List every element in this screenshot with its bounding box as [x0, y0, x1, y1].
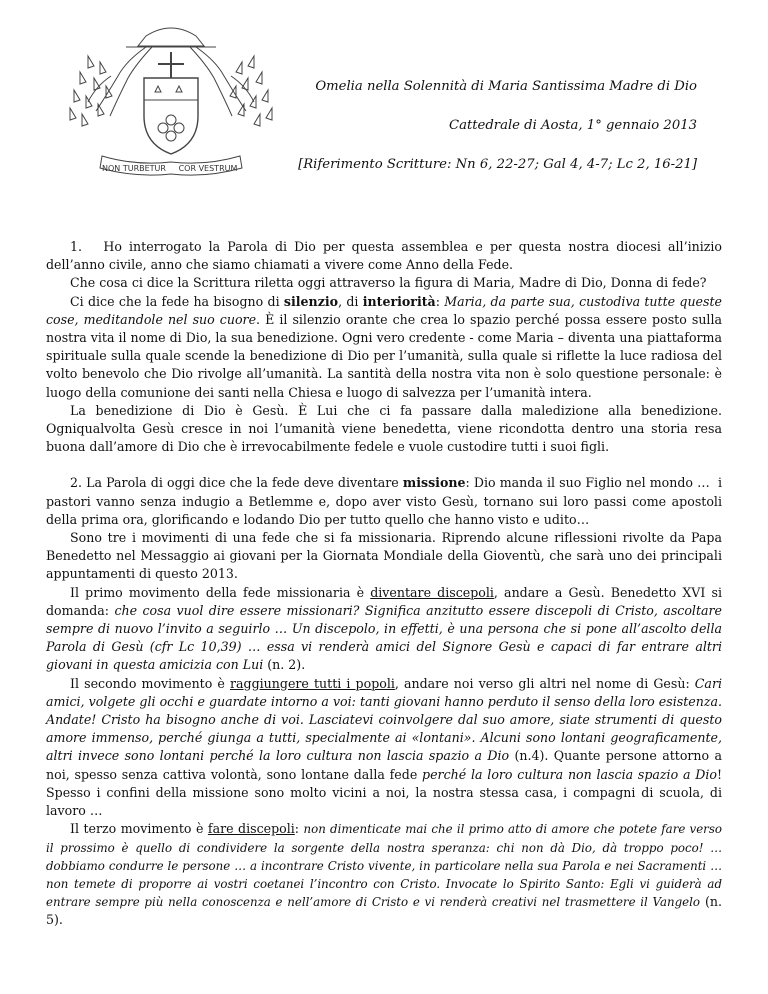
crest-motto-right: COR VESTRUM	[178, 164, 238, 173]
section-2-paragraph: Il primo movimento della fede missionaria è diventare discepoli, andare a Gesù. Benedetto XVI si domanda: che cosa vuol dire essere missionari? Significa anzitutto essere discepoli di Cristo, ascoltare sempre di nuovo l’invito a seguirlo … Un discepolo, in effetti, è una persona che si pone all’ascolto della Parola di Gesù (cfr Lc 10,39) … essa vi renderà amici del Signore Gesù e capaci di far entrare altri giovani in questa amicizia con Lui (n. 2).	[46, 584, 722, 673]
section-2-paragraph: Il secondo movimento è raggiungere tutti i popoli, andare noi verso gli altri nel nome di Gesù: Cari amici, volgete gli occhi e guardate intorno a voi: tanti giovani hanno perduto il senso della loro esistenza. Andate! Cristo ha bisogno anche di voi. Lasciatevi coinvolgere dal suo amore, siate strumenti di questo amore immenso, perché giunga a tutti, specialmente ai «lontani». Alcuni sono lontani geograficamente, altri invece sono lontani perché la loro cultura non lascia spazio a Dio (n.4). Quante persone attorno a noi, spesso senza cattiva volontà, sono lontane dalla fede perché la loro cultura non lascia spazio a Dio! Spesso i confini della missione sono molto vicini a noi, la nostra stessa casa, i compagni di scuola, di lavoro …	[46, 675, 722, 819]
section-1-paragraph: La benedizione di Dio è Gesù. È Lui che ci fa passare dalla maledizione alla benedizione. Ogniqualvolta Gesù cresce in noi l’umanità viene benedetta, viene ricondotta dentro una storia resa buona dall’amore di Dio che è irrevocabilmente fedele e vuole custodire tutti i suoi figli.	[46, 402, 722, 455]
section-2-paragraph: Sono tre i movimenti di una fede che si fa missionaria. Riprendo alcune riflessioni rivolte da Papa Benedetto nel Messaggio ai giovani per la Giornata Mondiale della Gioventù, che sarà uno dei principali appuntamenti di questo 2013.	[46, 530, 722, 582]
crest-motto-left: NON TURBETUR	[102, 164, 166, 173]
episcopal-coat-of-arms	[66, 16, 276, 181]
scripture-references: [Riferimento Scritture: Nn 6, 22-27; Gal 4, 4-7; Lc 2, 16-21]	[298, 157, 697, 172]
section-2-paragraph: 2. La Parola di oggi dice che la fede deve diventare missione: Dio manda il suo Figlio nel mondo … i pastori vanno senza indugio a Betlemme e, dopo aver visto Gesù, tornano sui loro passi come apostoli della prima ora, glorificando e lodando Dio per tutto quello che hanno visto e udito…	[46, 475, 722, 527]
homily-body	[46, 238, 722, 930]
document-header	[277, 78, 697, 173]
homily-place-date: Cattedrale di Aosta, 1° gennaio 2013	[449, 118, 697, 133]
section-1-paragraph: 1. Ho interrogato la Parola di Dio per questa assemblea e per questa nostra diocesi all’inizio dell’anno civile, anno che siamo chiamati a vivere come Anno della Fede.	[46, 239, 722, 273]
section-1-paragraph: Ci dice che la fede ha bisogno di silenzio, di interiorità: Maria, da parte sua, custodiva tutte queste cose, meditandole nel suo cuore. È il silenzio orante che crea lo spazio perché possa essere posto sulla nostra vita il nome di Dio, la sua benedizione. Ogni vero credente - come Maria – diventa una piattaforma spirituale sulla quale scende la benedizione di Dio per l’umanità, sulla quale si riflette la luce radiosa del volto benevolo che Dio rivolge all’umanità. La santità della nostra vita non è solo questione personale: è luogo della comunione dei santi nella Chiesa e luogo di salvezza per l’umanità intera.	[46, 293, 722, 400]
section-2-paragraph: Il terzo movimento è fare discepoli: non dimenticate mai che il primo atto di amore che potete fare verso il prossimo è quello di condividere la sorgente della nostra speranza: chi non dà Dio, dà troppo poco! … dobbiamo condurre le persone … a incontrare Cristo vivente, in particolare nella sua Parola e nei Sacramenti … non temete di proporre ai vostri coetanei l’incontro con Cristo. Invocate lo Spirito Santo: Egli vi guiderà ad entrare sempre più nella conoscenza e nell’amore di Cristo e vi renderà creativi nel trasmettere il Vangelo (n. 5).	[46, 821, 722, 928]
homily-title: Omelia nella Solennità di Maria Santissima Madre di Dio	[315, 79, 697, 94]
section-1-paragraph: Che cosa ci dice la Scrittura riletta oggi attraverso la figura di Maria, Madre di Dio, Donna di fede?	[70, 275, 707, 291]
